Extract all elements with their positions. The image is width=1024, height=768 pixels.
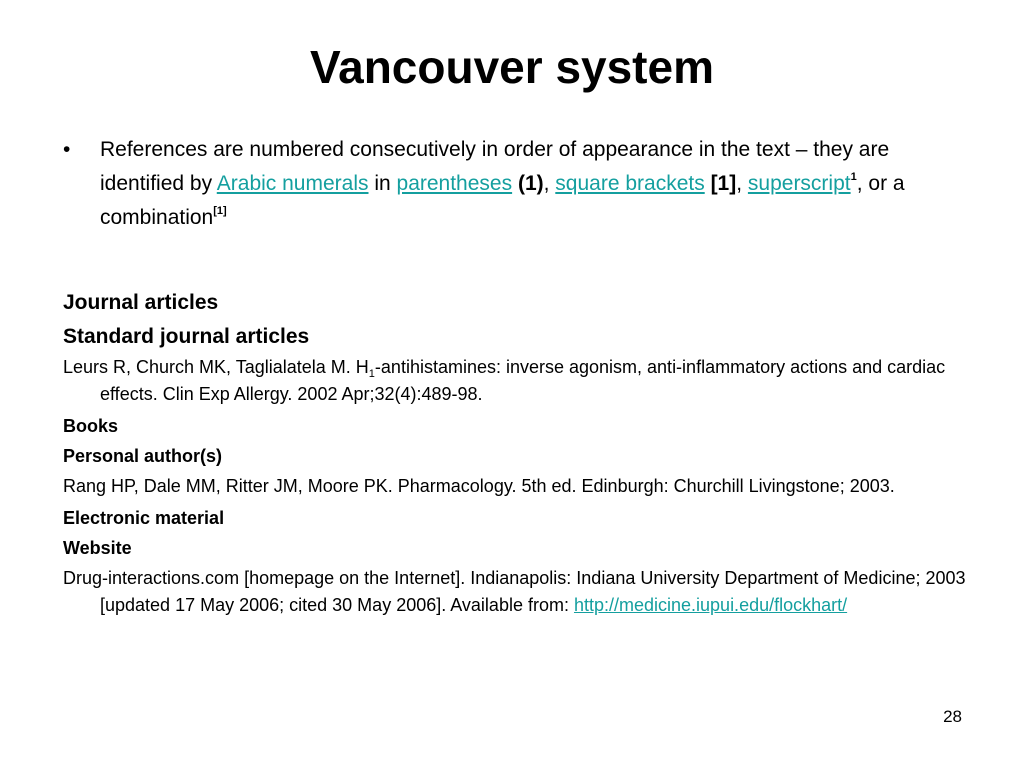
bullet-text-part: in xyxy=(368,172,397,195)
slide-title: Vancouver system xyxy=(309,41,714,93)
journal-articles-heading: Journal articles xyxy=(63,291,219,314)
personal-authors-heading: Personal author(s) xyxy=(63,446,223,466)
references-section xyxy=(63,286,973,619)
bullet-text xyxy=(100,133,973,235)
standard-journal-articles-heading: Standard journal articles xyxy=(63,325,310,348)
bullet-text-part: , xyxy=(736,172,748,195)
books-heading: Books xyxy=(63,416,119,436)
website-heading: Website xyxy=(63,538,132,558)
website-reference-text: Drug-interactions.com [homepage on the Internet]. Indianapolis: Indiana University Department of Medicine; 2003 [updated 17 May 2006; cited 30 May 2006]. Available from: xyxy=(63,568,966,615)
parentheses-link[interactable]: parentheses xyxy=(396,172,513,195)
page-number: 28 xyxy=(943,707,962,726)
electronic-material-heading: Electronic material xyxy=(63,508,225,528)
bullet-text-part: , or a combination xyxy=(100,172,905,229)
journal-reference xyxy=(63,354,973,408)
bullet-icon: • xyxy=(63,138,71,161)
journal-reference-subscript: 1 xyxy=(368,368,375,380)
book-reference: Rang HP, Dale MM, Ritter JM, Moore PK. Pharmacology. 5th ed. Edinburgh: Churchill Livingstone; 2003. xyxy=(63,476,895,496)
bullet-point xyxy=(63,133,973,235)
website-reference xyxy=(63,565,973,619)
parentheses-example: (1) xyxy=(517,172,544,195)
combination-example: [1] xyxy=(213,205,227,217)
superscript-example: 1 xyxy=(850,171,857,183)
square-brackets-link[interactable]: square brackets xyxy=(555,172,705,195)
bullet-text-part: , xyxy=(543,172,556,195)
bullet-text-part: References are numbered consecutively in order of appearance in the text – they are identified by xyxy=(100,138,890,195)
website-url-link[interactable]: http://medicine.iupui.edu/flockhart/ xyxy=(573,595,848,615)
journal-reference-text: -antihistamines: inverse agonism, anti-inflammatory actions and cardiac effects. Clin Exp Allergy. 2002 Apr;32(4):489-98. xyxy=(100,357,946,404)
journal-reference-text: Leurs R, Church MK, Taglialatela M. H xyxy=(63,357,369,377)
arabic-numerals-link[interactable]: Arabic numerals xyxy=(216,172,369,195)
superscript-link[interactable]: superscript xyxy=(747,172,851,195)
square-brackets-example: [1] xyxy=(710,172,737,195)
